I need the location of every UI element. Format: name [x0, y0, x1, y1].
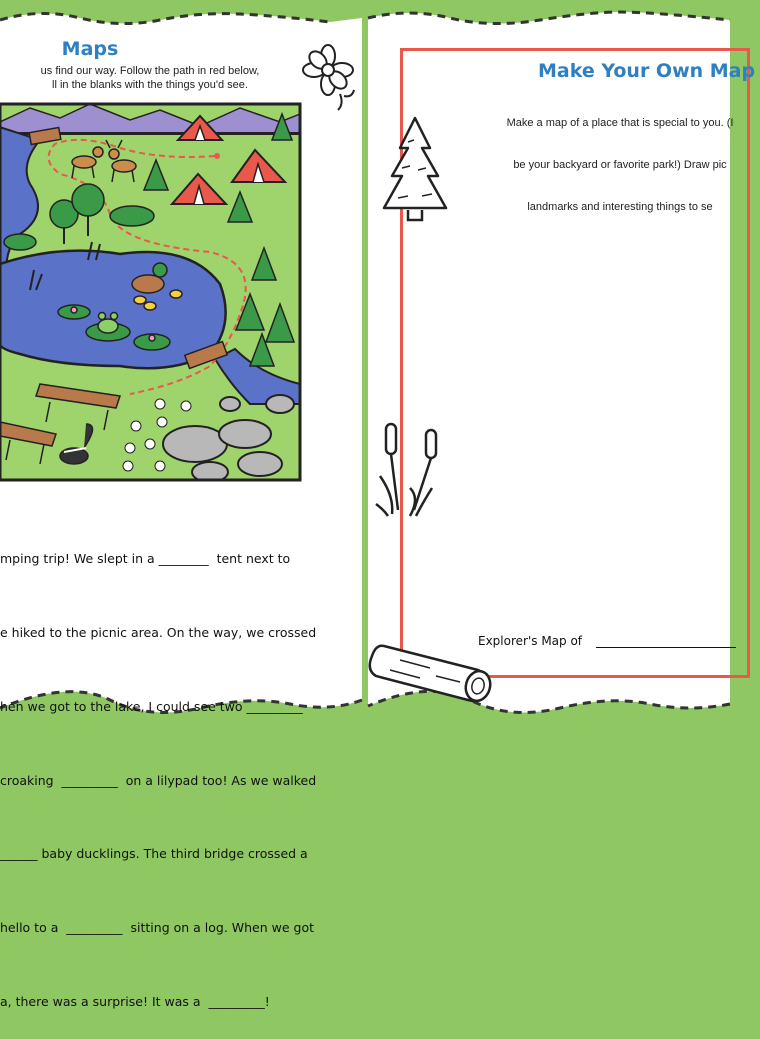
intro-line: us find our way. Follow the path in red below, — [40, 65, 260, 77]
explorer-map-label: Explorer's Map of — [478, 634, 583, 648]
story-text — [0, 498, 350, 1039]
log-icon — [370, 636, 500, 706]
story-line: a, there was a surprise! It was a _________! — [0, 993, 270, 1009]
intro-line: Make a map of a place that is special to you. (I — [506, 117, 734, 129]
story-line: mping trip! We slept in a ________ tent next to — [0, 551, 291, 567]
story-line: hello to a _________ sitting on a log. When we got — [0, 920, 315, 936]
left-page-title: Maps — [61, 38, 119, 60]
intro-line: landmarks and interesting things to se — [527, 201, 713, 213]
trail-map-illustration — [0, 104, 310, 484]
story-line: croaking _________ on a lilypad too! As we walked — [0, 772, 317, 788]
left-page-intro — [0, 64, 300, 92]
intro-line: be your backyard or favorite park!) Draw pic — [513, 159, 727, 171]
right-page-title: Make Your Own Map — [538, 60, 756, 82]
story-line: hen we got to the lake, I could see two _________ — [0, 698, 303, 714]
explorer-name-blank[interactable] — [596, 647, 736, 648]
pine-tree-icon — [378, 114, 452, 224]
intro-line: ll in the blanks with the things you'd see. — [52, 79, 248, 91]
flower-icon — [300, 42, 360, 112]
story-line: e hiked to the picnic area. On the way, we crossed — [0, 624, 317, 640]
cattail-icon — [370, 418, 450, 528]
right-page-intro — [480, 88, 760, 228]
story-line: ______ baby ducklings. The third bridge crossed a — [0, 846, 308, 862]
